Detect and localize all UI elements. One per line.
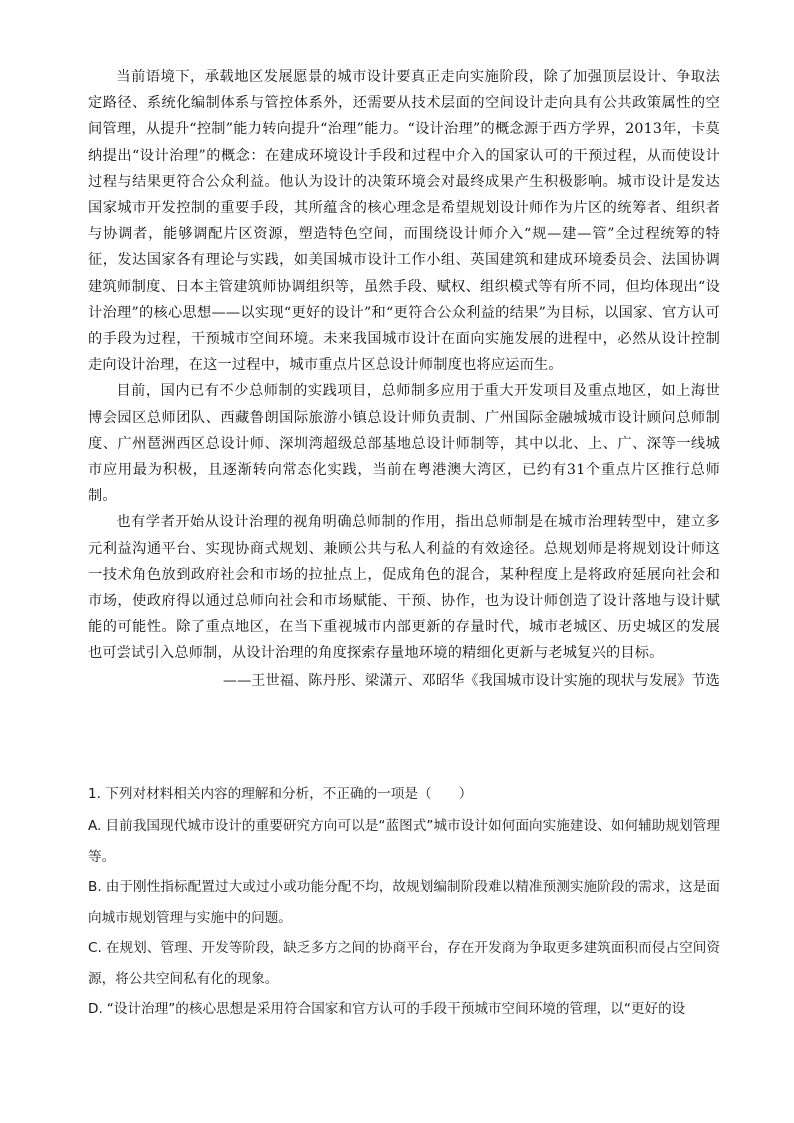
option-a-text: 目前我国现代城市设计的重要研究方向可以是“蓝图式”城市设计如何面向实施建设、如何辅助规划管理等。: [88, 818, 720, 865]
option-a: [88, 811, 720, 872]
question-stem: 1. 下列对材料相关内容的理解和分析，不正确的一项是（ ）: [88, 786, 473, 802]
option-d: [88, 994, 720, 1025]
option-a-letter: A.: [88, 818, 102, 834]
passage-paragraph-3: 也有学者开始从设计治理的视角明确总师制的作用，指出总师制是在城市治理转型中，建立多元利益沟通平台、实现协商式规划、兼顾公共与私人利益的有效途径。总规划师是将规划设计师这一技术角色放到政府社会和市场的拉扯点上，促成角色的混合，某种程度上是将政府延展向社会和市场，使政府得以通过总师向社会和市场赋能、干预、协作，也为设计师创造了设计落地与设计赋能的可能性。除了重点地区，在当下重视城市内部更新的存量时代，城市老城区、历史城区的发展也可尝试引入总师制，从设计治理的角度探索存量地环境的精细化更新与老城复兴的目标。: [88, 514, 720, 662]
question-block: [88, 782, 720, 1025]
option-c-text: 在规划、管理、开发等阶段，缺乏多方之间的协商平台，存在开发商为争取更多建筑面积而侵占空间资源，将公共空间私有化的现象。: [88, 940, 720, 987]
reading-passage: [88, 64, 720, 694]
option-c-letter: C.: [88, 940, 102, 956]
option-d-text: “设计治理”的核心思想是采用符合国家和官方认可的手段干预城市空间环境的管理，以“更好的设: [106, 1001, 686, 1017]
passage-paragraph-1: 当前语境下，承载地区发展愿景的城市设计要真正走向实施阶段，除了加强顶层设计、争取法定路径、系统化编制体系与管控体系外，还需要从技术层面的空间设计走向具有公共政策属性的空间管理，从提升“控制”能力转向提升“治理”能力。“设计治理”的概念源于西方学界，2013年，卡莫纳提出“设计治理”的概念：在建成环境设计手段和过程中介入的国家认可的干预过程，从而使设计过程与结果更符合公众利益。他认为设计的决策环境会对最终成果产生积极影响。城市设计是发达国家城市开发控制的重要手段，其所蕴含的核心理念是希望规划设计师作为片区的统筹者、组织者与协调者，能够调配片区资源，塑造特色空间，而围绕设计师介入“规—建—管”全过程统筹的特征，发达国家各有理论与实践，如美国城市设计工作小组、英国建筑和建成环境委员会、法国协调建筑师制度、日本主管建筑师协调组织等，虽然手段、赋权、组织模式等有所不同，但均体现出“设计治理”的核心思想——以实现“更好的设计”和“更符合公众利益的结果”为目标，以国家、官方认可的手段为过程，干预城市空间环境。未来我国城市设计在面向实施发展的进程中，必然从设计控制走向设计治理，在这一过程中，城市重点片区总设计师制度也将应运而生。: [88, 69, 720, 374]
option-c: [88, 933, 720, 994]
passage-paragraph-2: 目前，国内已有不少总师制的实践项目，总师制多应用于重大开发项目及重点地区，如上海世博会园区总师团队、西藏鲁朗国际旅游小镇总设计师负责制、广州国际金融城城市设计顾问总师制度、广州琶洲西区总设计师、深圳湾超级总部基地总设计师制等，其中以北、上、广、深等一线城市应用最为积极，且逐渐转向常态化实践，当前在粤港澳大湾区，已约有31个重点片区推行总师制。: [88, 383, 720, 505]
passage-source-citation: ——王世福、陈丹彤、梁潇亓、邓昭华《我国城市设计实施的现状与发展》节选: [223, 672, 720, 689]
option-d-letter: D.: [88, 1001, 103, 1017]
option-b-text: 由于刚性指标配置过大或过小或功能分配不均，故规划编制阶段难以精准预测实施阶段的需求，这是面向城市规划管理与实施中的问题。: [88, 879, 720, 926]
option-b: [88, 872, 720, 933]
option-b-letter: B.: [88, 879, 102, 895]
